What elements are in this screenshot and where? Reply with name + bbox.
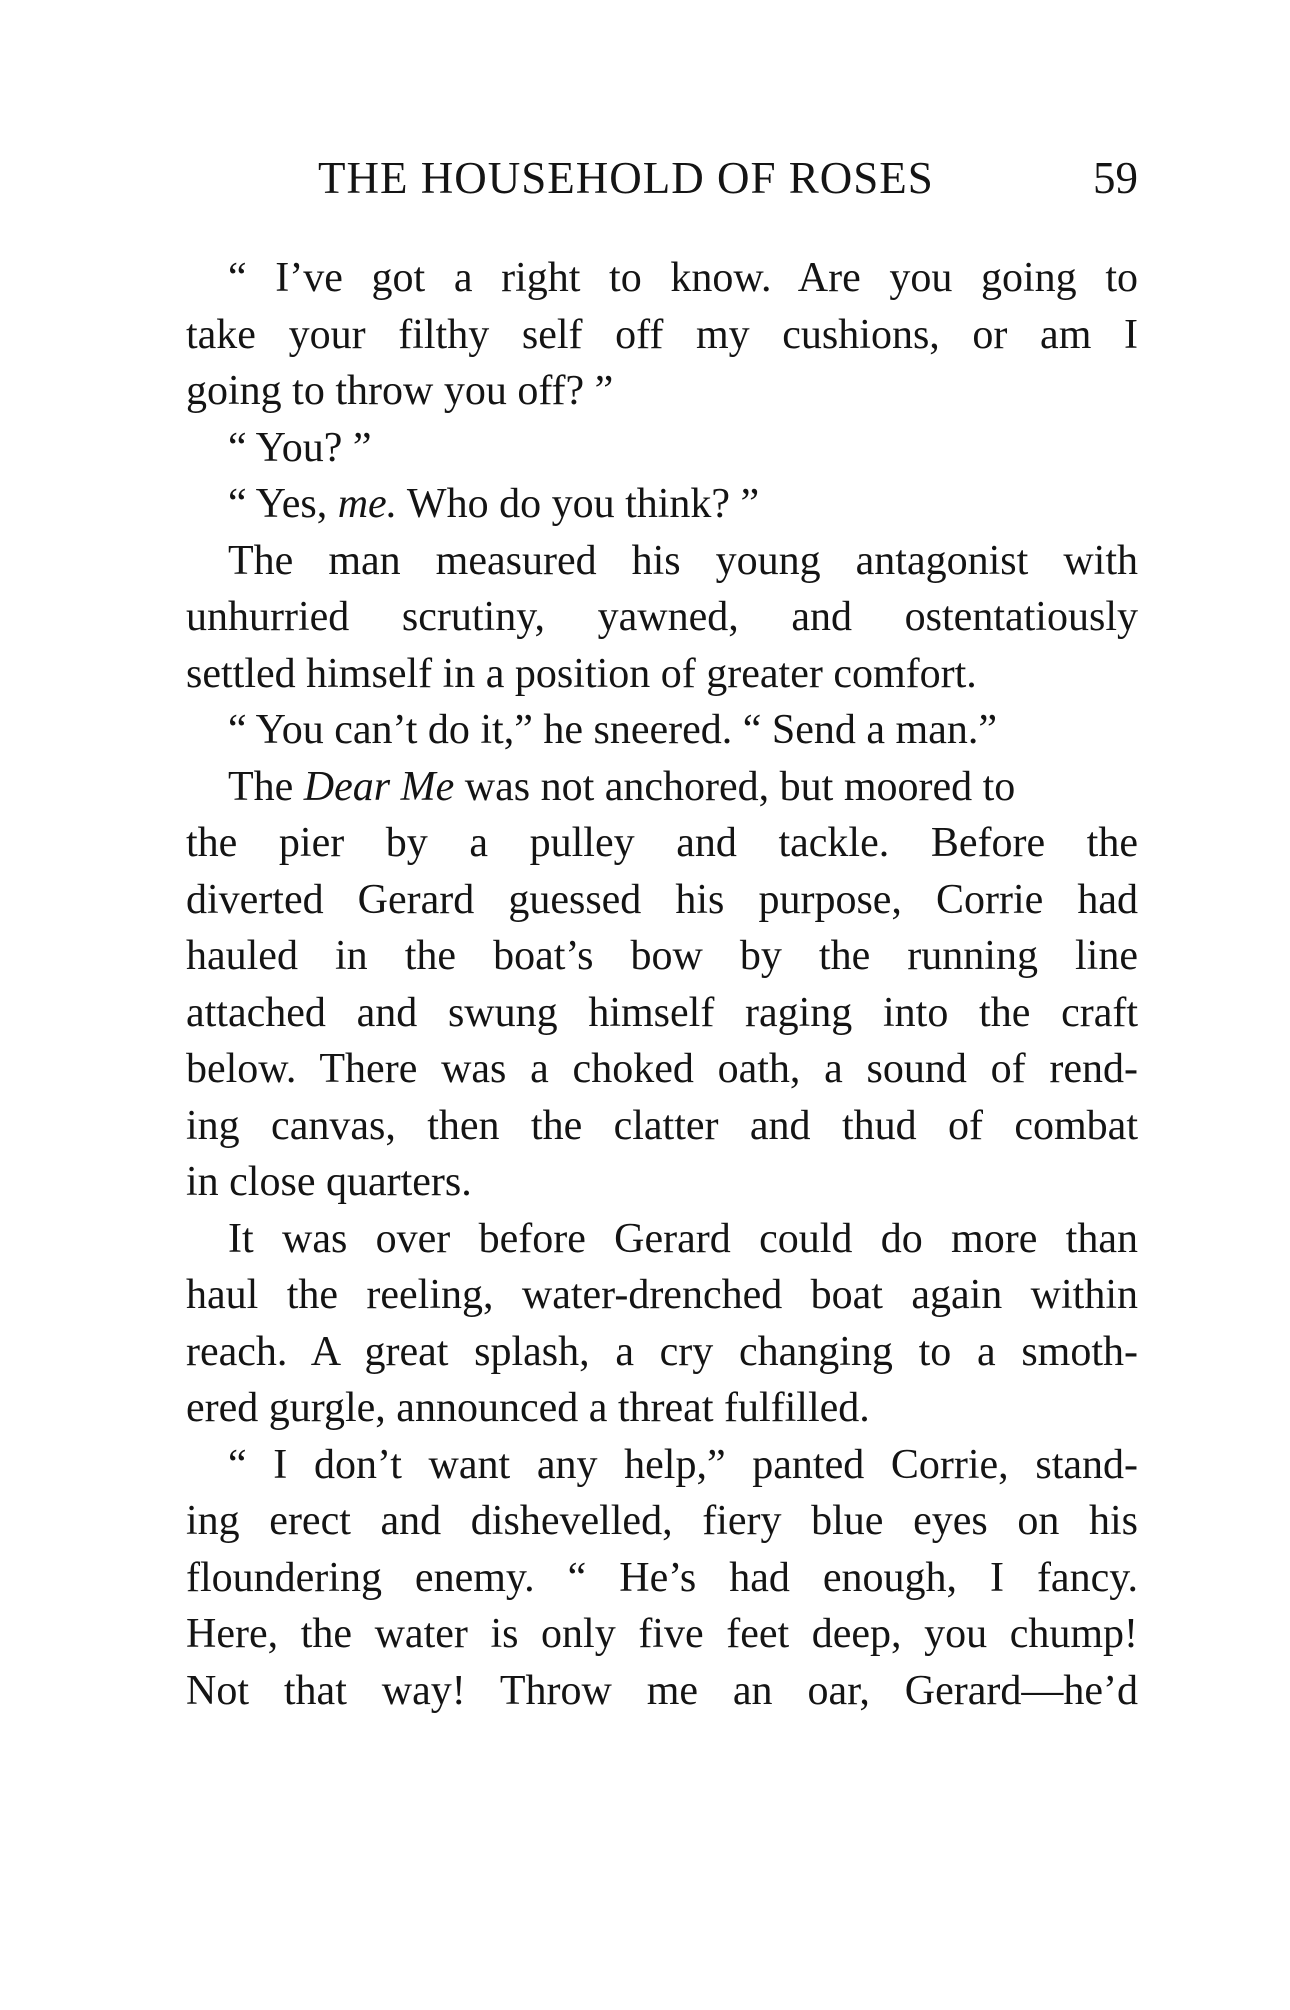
- text-line: Not that way! Throw me an oar, Gerard—he’d: [186, 1667, 1138, 1714]
- text-line: [186, 759, 1138, 816]
- text-line: ing canvas, then the clatter and thud of combat: [186, 1102, 1138, 1149]
- text-line: ered gurgle, announced a threat fulfilled.: [186, 1385, 870, 1431]
- text-line: below. There was a choked oath, a sound of rend-: [186, 1046, 1138, 1092]
- text-line: settled himself in a position of greater comfort.: [186, 650, 977, 697]
- text-line: going to throw you off? ”: [186, 368, 614, 414]
- text-line: hauled in the boat’s bow by the running line: [186, 933, 1138, 979]
- text-fragment: “ Yes,: [228, 481, 338, 527]
- text-line: Here, the water is only five feet deep, you chump!: [186, 1611, 1138, 1657]
- text-fragment: The: [228, 763, 304, 810]
- text-line: diverted Gerard guessed his purpose, Corrie had: [186, 876, 1138, 923]
- text-line: floundering enemy. “ He’s had enough, I fancy.: [186, 1554, 1138, 1601]
- text-line: the pier by a pulley and tackle. Before the: [186, 820, 1138, 866]
- text-line: “ You can’t do it,” he sneered. “ Send a man.”: [228, 707, 998, 753]
- text-fragment: Who do you think? ”: [397, 481, 760, 527]
- running-title: THE HOUSEHOLD OF ROSES: [318, 153, 934, 203]
- text-line: haul the reeling, water-drenched boat again within: [186, 1272, 1138, 1318]
- text-line: “ I don’t want any help,” panted Corrie, stand-: [228, 1441, 1138, 1488]
- text-line: unhurried scrutiny, yawned, and ostentatiously: [186, 594, 1138, 640]
- text-line: ing erect and dishevelled, fiery blue eyes on his: [186, 1498, 1138, 1544]
- text-line: in close quarters.: [186, 1159, 472, 1205]
- italic-emphasis: me.: [337, 481, 398, 527]
- text-line: attached and swung himself raging into the craft: [186, 989, 1138, 1036]
- running-header: [318, 150, 1138, 206]
- text-fragment: was not anchored, but moored to: [454, 763, 1016, 810]
- text-line: reach. A great splash, a cry changing to a smoth-: [186, 1328, 1138, 1375]
- text-line: [186, 476, 1138, 533]
- text-line: “ You? ”: [228, 424, 372, 471]
- boat-name: Dear Me: [303, 763, 455, 810]
- text-line: The man measured his young antagonist with: [228, 537, 1138, 584]
- text-line: It was over before Gerard could do more than: [228, 1215, 1138, 1262]
- body-text: [186, 250, 1138, 1719]
- page-number: 59: [1093, 153, 1138, 203]
- text-line: “ I’ve got a right to know. Are you going to: [228, 255, 1138, 301]
- text-line: take your filthy self off my cushions, or am I: [186, 311, 1138, 358]
